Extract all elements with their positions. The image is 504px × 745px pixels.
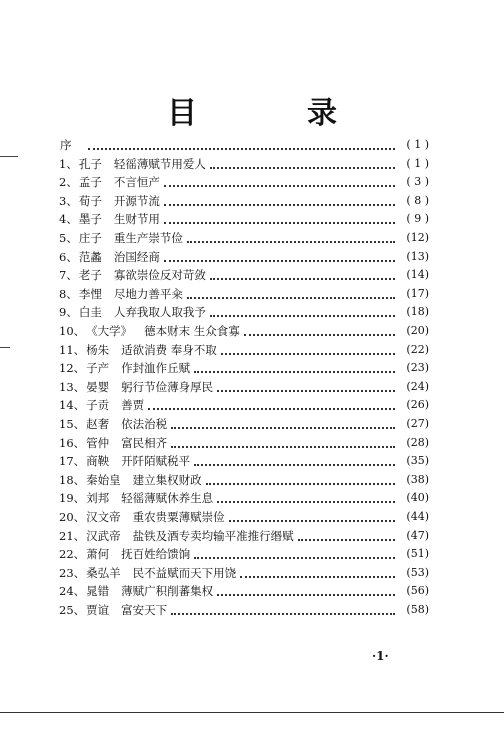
entry-number: 13、 bbox=[59, 379, 86, 394]
bottom-rule bbox=[0, 712, 504, 713]
entry-person: 庄子 bbox=[78, 231, 102, 245]
entry-page: (17) bbox=[406, 286, 429, 300]
entry-number: 9、 bbox=[59, 305, 78, 320]
dot-leader bbox=[298, 529, 395, 541]
entry-page: (12) bbox=[406, 231, 429, 244]
entry-topic: 建立集权财政 bbox=[132, 472, 202, 487]
entry-number: 22、 bbox=[59, 547, 86, 562]
toc-entry bbox=[59, 341, 429, 359]
toc-entry bbox=[59, 489, 429, 507]
entry-number: 18、 bbox=[59, 472, 86, 487]
entry-person: 贾谊 bbox=[86, 603, 110, 617]
toc-entry bbox=[59, 229, 429, 247]
entry-number: 4、 bbox=[59, 212, 78, 227]
toc-entry bbox=[59, 582, 429, 600]
entry-topic: 民不益赋而天下用饶 bbox=[132, 565, 237, 580]
entry-number: 12、 bbox=[59, 361, 86, 376]
toc-entry bbox=[59, 471, 429, 489]
dot-leader bbox=[217, 584, 395, 596]
dot-leader bbox=[187, 231, 395, 243]
entry-page: (44) bbox=[406, 510, 429, 523]
entry-page: (13) bbox=[406, 249, 429, 263]
entry-page: (18) bbox=[406, 305, 429, 319]
entry-number: 16、 bbox=[59, 435, 86, 450]
toc-entry bbox=[59, 210, 429, 228]
entry-number: 2、 bbox=[59, 175, 78, 190]
entry-number: 25、 bbox=[59, 603, 86, 617]
dot-leader bbox=[171, 417, 395, 429]
toc-entry bbox=[59, 173, 429, 191]
entry-number: 3、 bbox=[59, 193, 78, 208]
toc-entry bbox=[59, 359, 429, 377]
dot-leader bbox=[210, 268, 395, 280]
page-title: 目 录 bbox=[167, 96, 377, 131]
entry-topic: 抚百姓给馈饷 bbox=[121, 547, 191, 562]
entry-page: ( 1 ) bbox=[406, 156, 429, 170]
entry-person: 子贡 bbox=[86, 398, 110, 413]
dot-leader bbox=[217, 491, 395, 503]
dot-leader bbox=[217, 380, 395, 392]
margin-mark bbox=[0, 347, 10, 348]
entry-person: 荀子 bbox=[78, 193, 102, 208]
toc-entry bbox=[59, 434, 429, 452]
entry-number: 10、 bbox=[59, 324, 86, 338]
toc-entry bbox=[59, 285, 429, 303]
entry-page: (35) bbox=[406, 454, 429, 468]
dot-leader bbox=[229, 510, 395, 522]
entry-topic: 人弃我取人取我予 bbox=[113, 305, 206, 320]
entry-topic: 治国经商 bbox=[113, 249, 160, 264]
entry-topic: 薄赋广积削蕃集权 bbox=[121, 584, 214, 599]
entry-person: 汉武帝 bbox=[86, 528, 121, 543]
margin-mark bbox=[0, 156, 18, 157]
entry-topic: 轻徭薄赋休养生息 bbox=[121, 491, 214, 506]
entry-person: 杨朱 bbox=[86, 342, 110, 357]
entry-number: 5、 bbox=[59, 231, 78, 245]
entry-number: 8、 bbox=[59, 286, 78, 301]
entry-number: 21、 bbox=[59, 528, 86, 543]
entry-topic: 寡欲崇俭反对苛敛 bbox=[113, 268, 206, 283]
dot-leader bbox=[210, 157, 395, 169]
entry-topic: 富安天下 bbox=[121, 603, 168, 617]
entry-person: 刘邦 bbox=[86, 491, 110, 506]
dot-leader bbox=[164, 194, 395, 206]
entry-page: (22) bbox=[406, 342, 429, 356]
entry-topic: 轻徭薄赋节用爱人 bbox=[113, 156, 206, 171]
entry-topic: 依法治税 bbox=[121, 417, 168, 431]
entry-page: (24) bbox=[406, 379, 429, 393]
entry-page: ( 1 ) bbox=[406, 138, 429, 151]
toc-entry bbox=[59, 601, 429, 619]
entry-page: (40) bbox=[406, 491, 429, 505]
entry-topic: 不言恒产 bbox=[113, 175, 160, 190]
entry-number: 6、 bbox=[59, 249, 78, 264]
entry-topic: 开阡陌赋税平 bbox=[121, 454, 191, 469]
entry-person: 秦始皇 bbox=[86, 472, 121, 487]
page-number: ·1· bbox=[372, 649, 389, 663]
entry-number: 19、 bbox=[59, 491, 86, 506]
toc-entry bbox=[59, 303, 429, 321]
dot-leader bbox=[164, 175, 395, 187]
dot-leader bbox=[171, 436, 395, 448]
toc-entry bbox=[59, 192, 429, 210]
dot-leader bbox=[194, 361, 395, 373]
entry-person: 孔子 bbox=[78, 156, 102, 171]
entry-topic: 盐铁及酒专卖均输平准推行缗赋 bbox=[132, 528, 294, 543]
dot-leader bbox=[164, 212, 395, 224]
entry-topic: 富民相齐 bbox=[121, 435, 168, 450]
entry-page: ( 9 ) bbox=[406, 212, 429, 226]
entry-person: 赵奢 bbox=[86, 417, 110, 431]
entry-number: 20、 bbox=[59, 510, 86, 524]
entry-page: (20) bbox=[406, 324, 429, 337]
entry-number: 24、 bbox=[59, 584, 86, 599]
toc-entry bbox=[59, 527, 429, 545]
entry-person: 《大学》 bbox=[86, 324, 133, 338]
toc-entry bbox=[59, 508, 429, 526]
dot-leader bbox=[187, 287, 395, 299]
entry-page: ( 8 ) bbox=[406, 193, 429, 207]
dot-leader bbox=[194, 454, 395, 466]
entry-person: 商鞅 bbox=[86, 454, 110, 469]
entry-number: 11、 bbox=[59, 342, 86, 357]
entry-page: (26) bbox=[406, 398, 429, 412]
toc-entry bbox=[59, 322, 429, 340]
entry-page: (56) bbox=[406, 584, 429, 598]
dot-leader bbox=[240, 566, 395, 578]
entry-person: 子产 bbox=[86, 361, 110, 376]
entry-topic: 生财节用 bbox=[113, 212, 160, 227]
entry-person: 晏婴 bbox=[86, 379, 110, 394]
dot-leader bbox=[244, 324, 395, 336]
entry-page: ( 3 ) bbox=[406, 175, 429, 189]
entry-page: (51) bbox=[406, 547, 429, 561]
entry-page: (23) bbox=[406, 361, 429, 375]
entry-topic: 适欲消费 奉身不取 bbox=[121, 342, 217, 357]
dot-leader bbox=[148, 398, 395, 410]
dot-leader bbox=[164, 250, 395, 262]
entry-person: 白圭 bbox=[78, 305, 102, 320]
entry-person: 李悝 bbox=[78, 286, 102, 301]
entry-topic: 善贾 bbox=[121, 398, 145, 413]
toc-entry bbox=[59, 564, 429, 582]
entry-person: 汉文帝 bbox=[86, 510, 121, 524]
toc-entry bbox=[59, 378, 429, 396]
entry-person: 老子 bbox=[78, 268, 102, 283]
entry-person: 晁错 bbox=[86, 584, 110, 599]
entry-person: 管仲 bbox=[86, 435, 110, 450]
dot-leader bbox=[210, 305, 395, 317]
entry-number: 14、 bbox=[59, 398, 86, 413]
dot-leader bbox=[206, 473, 395, 485]
entry-number: 7、 bbox=[59, 268, 78, 283]
entry-number: 23、 bbox=[59, 565, 86, 580]
toc-entry bbox=[59, 248, 429, 266]
entry-page: (38) bbox=[406, 472, 429, 486]
entry-page: (27) bbox=[406, 417, 429, 430]
entry-person: 墨子 bbox=[78, 212, 102, 227]
entry-number: 17、 bbox=[59, 454, 86, 469]
entry-page: (47) bbox=[406, 528, 429, 542]
entry-number: 1、 bbox=[59, 156, 78, 171]
toc-entry bbox=[59, 415, 429, 433]
entry-topic: 德本财末 生众食寡 bbox=[144, 324, 240, 338]
toc-entry bbox=[59, 266, 429, 284]
dot-leader bbox=[171, 603, 395, 615]
entry-topic: 重农贵粟薄赋崇俭 bbox=[132, 510, 225, 524]
entry-topic: 重生产崇节俭 bbox=[113, 231, 183, 245]
entry-topic: 躬行节俭薄身厚民 bbox=[121, 379, 214, 394]
entry-person: 桑弘羊 bbox=[86, 565, 121, 580]
dot-leader bbox=[194, 547, 395, 559]
entry-person: 序 bbox=[60, 138, 72, 152]
entry-page: (14) bbox=[406, 268, 429, 282]
toc-entry bbox=[59, 396, 429, 414]
entry-page: (28) bbox=[406, 435, 429, 449]
entry-topic: 开源节流 bbox=[113, 193, 160, 208]
entry-person: 萧何 bbox=[86, 547, 110, 562]
entry-topic: 作封洫作丘赋 bbox=[121, 361, 191, 376]
entry-number: 15、 bbox=[59, 417, 86, 431]
entry-person: 范蠡 bbox=[78, 249, 102, 264]
entry-topic: 尽地力善平籴 bbox=[113, 286, 183, 301]
toc-entry bbox=[59, 155, 429, 173]
toc-entry bbox=[59, 545, 429, 563]
entry-page: (58) bbox=[406, 603, 429, 616]
dot-leader bbox=[88, 138, 396, 150]
entry-page: (53) bbox=[406, 565, 429, 579]
dot-leader bbox=[221, 343, 395, 355]
entry-person: 孟子 bbox=[78, 175, 102, 190]
toc-entry bbox=[59, 136, 429, 154]
toc-entry bbox=[59, 452, 429, 470]
